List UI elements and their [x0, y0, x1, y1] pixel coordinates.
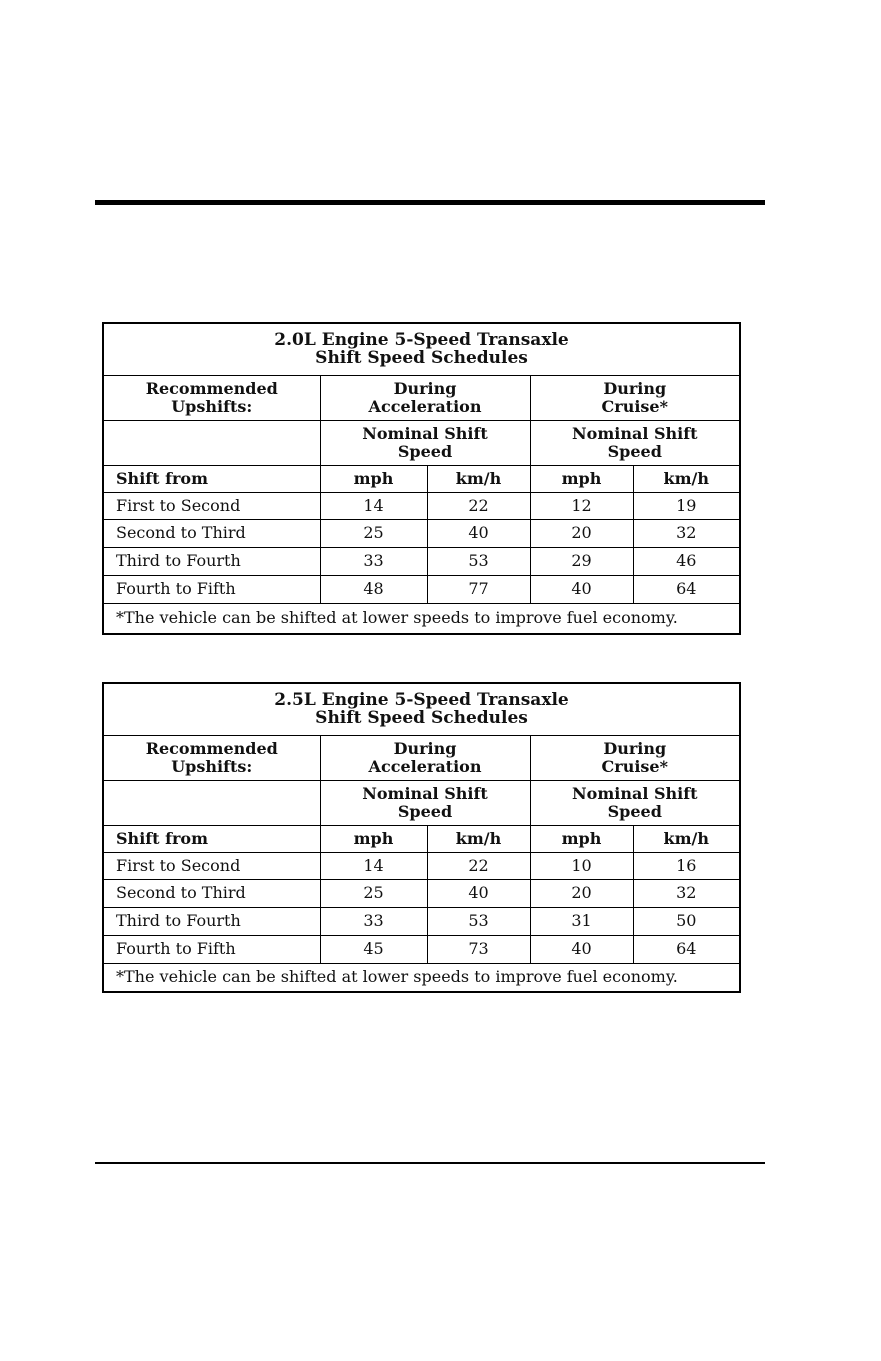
table-row [103, 879, 740, 907]
accel-kmh-cell: 73 [427, 935, 530, 963]
unit-cruise-mph: mph [530, 825, 633, 852]
cruise-mph-cell: 40 [530, 935, 633, 963]
recommended-upshifts-line1: Recommended [145, 378, 278, 398]
nominal-accel-line2: Speed [397, 441, 453, 461]
accel-mph-cell: 14 [320, 852, 427, 879]
unit-accel-kmh: km/h [427, 465, 530, 492]
table-footnote: *The vehicle can be shifted at lower speeds to improve fuel economy. [103, 963, 740, 992]
unit-cruise-kmh: km/h [633, 825, 740, 852]
row-label: Second to Third [103, 879, 320, 907]
accel-mph-cell: 45 [320, 935, 427, 963]
nominal-cruise-line2: Speed [607, 801, 662, 821]
row-label: Third to Fourth [103, 547, 320, 575]
unit-cruise-kmh: km/h [633, 465, 740, 492]
nominal-accel-line2: Speed [397, 801, 453, 821]
table-title-line1: 2.5L Engine 5-Speed Transaxle [274, 690, 569, 711]
nominal-shift-speed-accel-header [320, 780, 530, 825]
cruise-mph-cell: 40 [530, 575, 633, 603]
top-rule [95, 200, 765, 205]
recommended-upshifts-header [103, 735, 320, 780]
table-row [103, 852, 740, 879]
shift-speed-table-2-5l [102, 682, 741, 993]
shift-from-header: Shift from [103, 465, 320, 492]
accel-mph-cell: 25 [320, 879, 427, 907]
cruise-kmh-cell: 32 [633, 879, 740, 907]
cruise-mph-cell: 20 [530, 879, 633, 907]
during-cruise-header [530, 375, 740, 420]
cruise-kmh-cell: 50 [633, 907, 740, 935]
row-label: Fourth to Fifth [103, 935, 320, 963]
accel-kmh-cell: 22 [427, 492, 530, 519]
unit-cruise-mph: mph [530, 465, 633, 492]
during-cruise-line2: Cruise* [601, 756, 668, 776]
during-cruise-line1: During [603, 378, 667, 398]
table-row [103, 907, 740, 935]
cruise-mph-cell: 29 [530, 547, 633, 575]
accel-kmh-cell: 40 [427, 879, 530, 907]
table-row [103, 519, 740, 547]
recommended-upshifts-line2: Upshifts: [171, 396, 253, 416]
table-title [103, 683, 740, 735]
cruise-mph-cell: 10 [530, 852, 633, 879]
nominal-cruise-line1: Nominal Shift [572, 423, 698, 443]
accel-kmh-cell: 77 [427, 575, 530, 603]
cruise-kmh-cell: 16 [633, 852, 740, 879]
during-acceleration-line1: During [393, 378, 457, 398]
unit-accel-mph: mph [320, 825, 427, 852]
row-label: First to Second [103, 492, 320, 519]
during-acceleration-header [320, 735, 530, 780]
table-row [103, 935, 740, 963]
accel-mph-cell: 25 [320, 519, 427, 547]
cruise-mph-cell: 12 [530, 492, 633, 519]
accel-mph-cell: 48 [320, 575, 427, 603]
cruise-kmh-cell: 64 [633, 935, 740, 963]
nominal-cruise-line1: Nominal Shift [572, 783, 698, 803]
table-title-line1: 2.0L Engine 5-Speed Transaxle [274, 330, 569, 351]
cruise-kmh-cell: 32 [633, 519, 740, 547]
table-title-line2: Shift Speed Schedules [315, 708, 528, 729]
during-cruise-line1: During [603, 738, 667, 758]
nominal-accel-line1: Nominal Shift [362, 423, 488, 443]
during-cruise-header [530, 735, 740, 780]
table-row [103, 575, 740, 603]
cruise-kmh-cell: 64 [633, 575, 740, 603]
cruise-kmh-cell: 19 [633, 492, 740, 519]
nominal-shift-speed-accel-header [320, 420, 530, 465]
cruise-mph-cell: 31 [530, 907, 633, 935]
bottom-rule [95, 1162, 765, 1164]
during-cruise-line2: Cruise* [601, 396, 668, 416]
during-acceleration-line1: During [393, 738, 457, 758]
row-label: Fourth to Fifth [103, 575, 320, 603]
table-row [103, 492, 740, 519]
row-label: First to Second [103, 852, 320, 879]
shift-from-header: Shift from [103, 825, 320, 852]
accel-mph-cell: 33 [320, 547, 427, 575]
cruise-mph-cell: 20 [530, 519, 633, 547]
row-label: Second to Third [103, 519, 320, 547]
nominal-shift-speed-cruise-header [530, 420, 740, 465]
empty-header-cell [103, 420, 320, 465]
table-row [103, 547, 740, 575]
shift-speed-table-2-0l [102, 322, 741, 635]
row-label: Third to Fourth [103, 907, 320, 935]
recommended-upshifts-line2: Upshifts: [171, 756, 253, 776]
accel-mph-cell: 14 [320, 492, 427, 519]
accel-kmh-cell: 22 [427, 852, 530, 879]
nominal-accel-line1: Nominal Shift [362, 783, 488, 803]
during-acceleration-line2: Acceleration [368, 396, 482, 416]
unit-accel-kmh: km/h [427, 825, 530, 852]
table-title [103, 323, 740, 375]
accel-kmh-cell: 53 [427, 547, 530, 575]
recommended-upshifts-header [103, 375, 320, 420]
accel-mph-cell: 33 [320, 907, 427, 935]
cruise-kmh-cell: 46 [633, 547, 740, 575]
during-acceleration-line2: Acceleration [368, 756, 482, 776]
accel-kmh-cell: 40 [427, 519, 530, 547]
during-acceleration-header [320, 375, 530, 420]
nominal-shift-speed-cruise-header [530, 780, 740, 825]
recommended-upshifts-line1: Recommended [145, 738, 278, 758]
accel-kmh-cell: 53 [427, 907, 530, 935]
unit-accel-mph: mph [320, 465, 427, 492]
empty-header-cell [103, 780, 320, 825]
table-footnote: *The vehicle can be shifted at lower speeds to improve fuel economy. [103, 603, 740, 634]
nominal-cruise-line2: Speed [607, 441, 662, 461]
table-title-line2: Shift Speed Schedules [315, 348, 528, 369]
